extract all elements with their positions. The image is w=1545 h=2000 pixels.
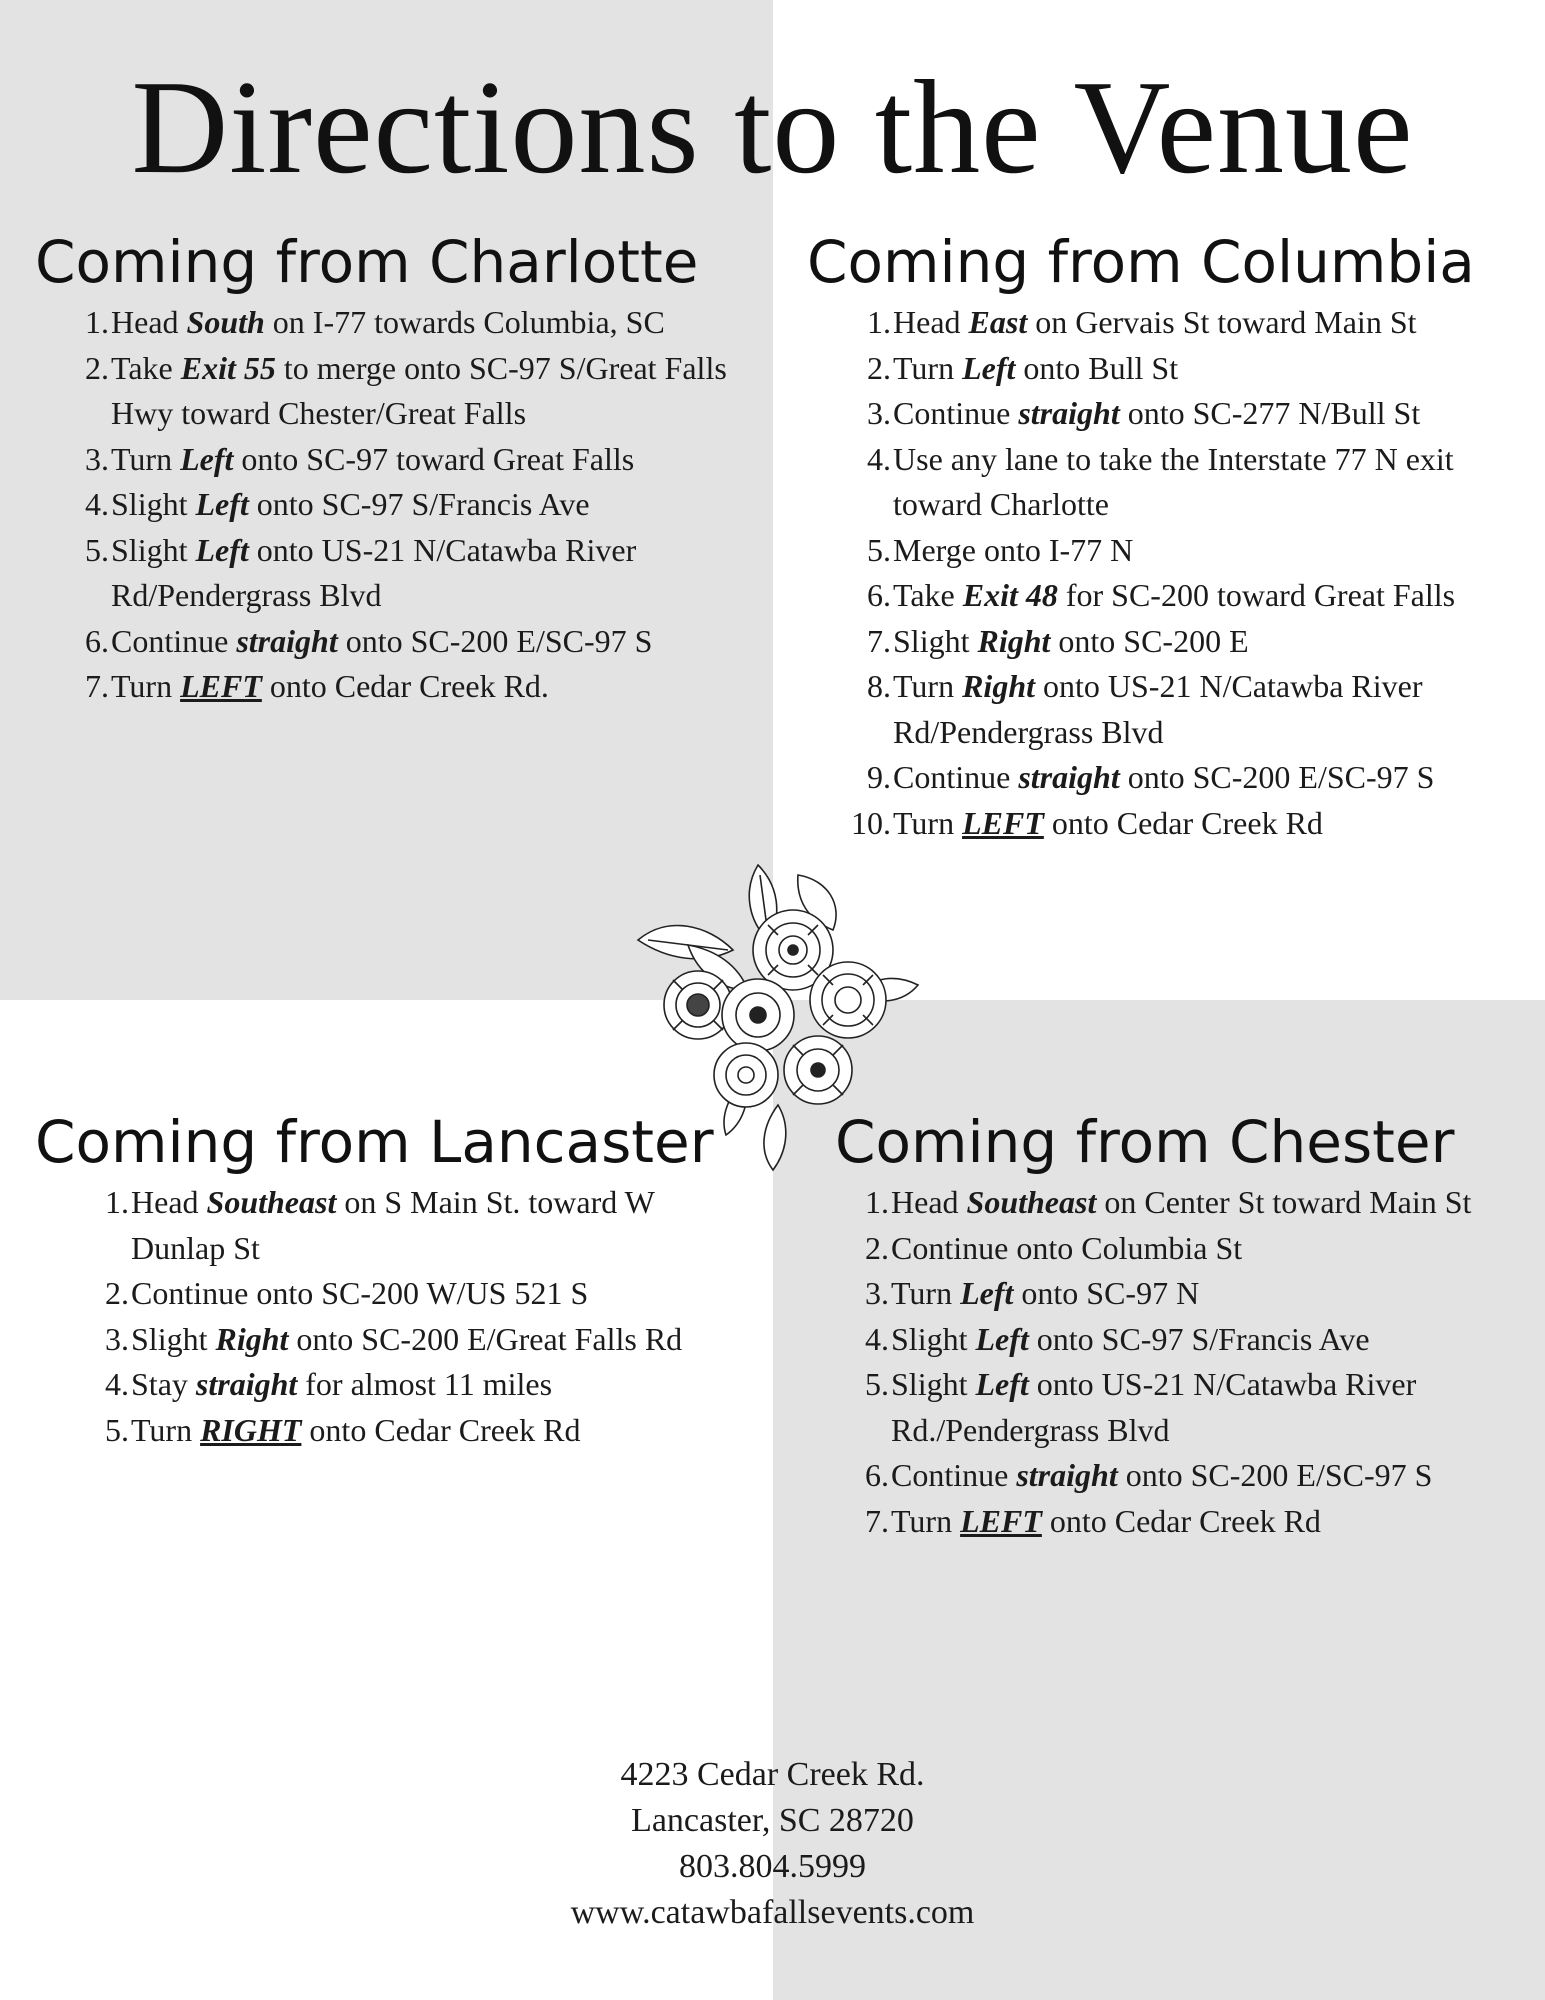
steps-charlotte xyxy=(35,300,755,710)
section-charlotte xyxy=(35,224,755,710)
step-text-tail: on Gervais St toward Main St xyxy=(1027,304,1417,340)
step-emphasis: East xyxy=(968,304,1028,340)
step-text xyxy=(893,391,1527,437)
step-number: 6. xyxy=(867,577,891,613)
step-text-lead: Turn xyxy=(111,668,181,704)
direction-step xyxy=(837,437,1527,528)
address-line-2: Lancaster, SC 28720 xyxy=(631,1802,914,1839)
step-text-lead: Slight xyxy=(891,1320,976,1357)
step-text xyxy=(893,801,1527,847)
step-text xyxy=(891,1317,1525,1363)
page-title: Directions to the Venue xyxy=(131,53,1414,201)
step-text-tail: onto SC-97 toward Great Falls xyxy=(233,440,635,477)
step-text-tail: onto SC-200 E/SC-97 S xyxy=(337,622,653,659)
section-chester xyxy=(835,1104,1525,1544)
step-number: 4. xyxy=(867,440,891,477)
step-emphasis: Left xyxy=(975,1320,1029,1357)
phone-number: 803.804.5999 xyxy=(679,1848,866,1885)
step-text-lead: Continue xyxy=(111,622,237,659)
step-text-tail: on Center St toward Main St xyxy=(1096,1184,1472,1220)
step-number: 7. xyxy=(865,1502,889,1539)
step-number: 2. xyxy=(85,349,109,386)
direction-step xyxy=(835,1271,1525,1317)
step-text xyxy=(893,300,1527,346)
step-text-lead: Head xyxy=(893,304,969,340)
step-text xyxy=(893,619,1527,665)
step-number: 2. xyxy=(867,349,891,386)
step-text xyxy=(891,1226,1525,1272)
direction-step xyxy=(55,300,755,346)
step-text xyxy=(131,1317,755,1363)
floral-bouquet-icon xyxy=(628,855,938,1175)
step-number: 7. xyxy=(867,622,891,659)
step-text-tail: onto US-21 N/Catawba River Rd/Pendergrass Blvd xyxy=(111,531,637,613)
step-text-lead: Continue onto SC-200 W/US 521 S xyxy=(131,1275,589,1311)
direction-step xyxy=(837,528,1527,574)
step-emphasis: straight xyxy=(1018,395,1120,431)
step-emphasis: Right xyxy=(977,622,1051,659)
step-text xyxy=(131,1408,755,1454)
step-text-lead: Continue xyxy=(891,1457,1017,1493)
step-emphasis: Left xyxy=(962,349,1016,386)
direction-step xyxy=(55,528,755,619)
step-text-tail: onto Cedar Creek Rd. xyxy=(261,668,549,704)
direction-step xyxy=(837,619,1527,665)
step-number: 4. xyxy=(865,1320,889,1357)
step-number: 1. xyxy=(867,304,891,340)
step-number: 1. xyxy=(865,1184,889,1220)
step-text xyxy=(111,664,755,710)
step-text xyxy=(111,482,755,528)
step-number: 2. xyxy=(105,1275,129,1311)
step-number: 3. xyxy=(867,395,891,431)
step-number: 3. xyxy=(865,1275,889,1311)
direction-step xyxy=(75,1362,755,1408)
direction-step xyxy=(835,1180,1525,1226)
step-number: 5. xyxy=(85,531,109,568)
direction-step xyxy=(835,1317,1525,1363)
step-emphasis: straight xyxy=(1016,1457,1118,1493)
step-text-lead: Turn xyxy=(891,1275,961,1311)
step-emphasis: Exit 48 xyxy=(962,577,1058,613)
direction-step xyxy=(837,300,1527,346)
step-text xyxy=(111,619,755,665)
step-number: 5. xyxy=(105,1411,129,1448)
step-text-tail: on S Main St. toward W Dunlap St xyxy=(131,1184,655,1266)
step-text-lead: Slight xyxy=(131,1320,216,1357)
direction-step xyxy=(835,1499,1525,1545)
direction-step xyxy=(835,1226,1525,1272)
step-text-tail: onto US-21 N/Catawba River Rd./Pendergrass Blvd xyxy=(891,1366,1417,1448)
direction-step xyxy=(55,482,755,528)
direction-step xyxy=(835,1453,1525,1499)
step-text xyxy=(111,437,755,483)
direction-step xyxy=(835,1362,1525,1453)
step-text-lead: Turn xyxy=(893,349,963,386)
direction-step xyxy=(837,755,1527,801)
website-link[interactable]: www.catawbafallsevents.com xyxy=(570,1894,975,1931)
heading-chester: Coming from Chester xyxy=(835,1108,1455,1176)
step-emphasis: straight xyxy=(195,1366,298,1402)
step-text-tail: onto SC-277 N/Bull St xyxy=(1119,395,1421,431)
direction-step xyxy=(837,573,1527,619)
step-text-tail: onto Cedar Creek Rd xyxy=(1041,1502,1321,1539)
step-text-lead: Slight xyxy=(893,622,978,659)
direction-step xyxy=(837,391,1527,437)
direction-step xyxy=(55,346,755,437)
step-text-lead: Stay xyxy=(131,1366,196,1402)
step-number: 7. xyxy=(85,668,109,704)
step-text-tail: onto SC-200 E/SC-97 S xyxy=(1117,1457,1433,1493)
step-emphasis: Southeast xyxy=(206,1184,337,1220)
step-emphasis: Right xyxy=(215,1320,289,1357)
step-text-lead: Slight xyxy=(111,531,196,568)
step-text-lead: Take xyxy=(111,349,181,386)
steps-lancaster xyxy=(35,1180,755,1453)
step-text-tail: to merge onto SC-97 S/Great Falls Hwy toward Chester/Great Falls xyxy=(111,349,727,431)
step-emphasis: straight xyxy=(1018,759,1120,795)
section-columbia xyxy=(807,224,1527,846)
step-text-tail: onto SC-200 E/Great Falls Rd xyxy=(288,1320,683,1357)
step-text-tail: onto Cedar Creek Rd xyxy=(301,1411,581,1448)
step-number: 4. xyxy=(105,1366,129,1402)
step-text-lead: Turn xyxy=(893,668,963,704)
step-text-tail: onto SC-200 E/SC-97 S xyxy=(1119,759,1435,795)
direction-step xyxy=(55,664,755,710)
step-number: 5. xyxy=(867,531,891,568)
step-text xyxy=(131,1362,755,1408)
step-emphasis: Left xyxy=(960,1275,1014,1311)
step-text-lead: Continue onto Columbia St xyxy=(891,1229,1243,1266)
step-emphasis: straight xyxy=(236,622,338,659)
direction-step xyxy=(75,1180,755,1271)
step-text xyxy=(891,1499,1525,1545)
step-text-tail: onto US-21 N/Catawba River Rd/Pendergrass Blvd xyxy=(893,668,1423,750)
step-number: 1. xyxy=(85,304,109,340)
step-text xyxy=(111,528,755,619)
step-text xyxy=(893,755,1527,801)
step-emphasis: Right xyxy=(962,668,1035,704)
step-text xyxy=(893,528,1527,574)
step-text-lead: Continue xyxy=(893,395,1019,431)
step-number: 3. xyxy=(105,1320,129,1357)
direction-step xyxy=(55,619,755,665)
step-text-lead: Merge onto I-77 N xyxy=(893,531,1134,568)
step-text-tail: onto SC-97 N xyxy=(1013,1275,1200,1311)
step-emphasis: LEFT xyxy=(960,1502,1042,1539)
step-emphasis: LEFT xyxy=(180,668,262,704)
step-text xyxy=(131,1180,755,1271)
direction-step xyxy=(837,664,1527,755)
step-text xyxy=(893,437,1527,528)
heading-charlotte: Coming from Charlotte xyxy=(35,228,699,296)
step-emphasis: Exit 55 xyxy=(180,349,276,386)
step-text-tail: onto SC-200 E xyxy=(1050,622,1249,659)
step-emphasis: Left xyxy=(195,486,249,522)
step-text xyxy=(893,573,1527,619)
step-text-lead: Turn xyxy=(131,1411,201,1448)
direction-step xyxy=(837,346,1527,392)
step-emphasis: Southeast xyxy=(966,1184,1097,1220)
steps-chester xyxy=(835,1180,1525,1544)
step-emphasis: Left xyxy=(975,1366,1029,1402)
step-text xyxy=(893,664,1527,755)
step-text xyxy=(891,1180,1525,1226)
step-text-tail: onto SC-97 S/Francis Ave xyxy=(248,486,590,522)
step-text xyxy=(111,346,755,437)
venue-contact xyxy=(0,1752,1545,1936)
step-text xyxy=(893,346,1527,392)
step-text-lead: Continue xyxy=(893,759,1019,795)
step-number: 4. xyxy=(85,486,109,522)
step-text-lead: Head xyxy=(131,1184,207,1220)
step-text xyxy=(891,1362,1525,1453)
step-emphasis: South xyxy=(186,304,265,340)
leaf-bottom-icon xyxy=(764,1105,786,1170)
leaf-left-icon xyxy=(638,926,733,959)
step-number: 9. xyxy=(867,759,891,795)
step-text xyxy=(891,1271,1525,1317)
step-number: 6. xyxy=(865,1457,889,1493)
step-text-tail: onto SC-97 S/Francis Ave xyxy=(1028,1320,1370,1357)
step-text xyxy=(111,300,755,346)
direction-step xyxy=(75,1271,755,1317)
step-emphasis: Left xyxy=(195,531,249,568)
step-text-tail: on I-77 towards Columbia, SC xyxy=(264,304,665,340)
step-text xyxy=(891,1453,1525,1499)
step-emphasis: RIGHT xyxy=(200,1411,302,1448)
step-text-lead: Slight xyxy=(111,486,196,522)
step-text-lead: Slight xyxy=(891,1366,976,1402)
direction-step xyxy=(75,1408,755,1454)
step-number: 3. xyxy=(85,440,109,477)
step-text-tail: onto Bull St xyxy=(1015,349,1179,386)
step-number: 10. xyxy=(851,804,891,841)
step-number: 8. xyxy=(867,668,891,704)
step-text-lead: Turn xyxy=(893,804,963,841)
step-number: 1. xyxy=(105,1184,129,1220)
step-text-lead: Turn xyxy=(891,1502,961,1539)
step-text-lead: Turn xyxy=(111,440,181,477)
step-emphasis: LEFT xyxy=(962,804,1044,841)
steps-columbia xyxy=(807,300,1527,846)
step-number: 6. xyxy=(85,622,109,659)
step-text-lead: Head xyxy=(111,304,187,340)
step-emphasis: Left xyxy=(180,440,234,477)
step-text-tail: onto Cedar Creek Rd xyxy=(1043,804,1323,841)
step-text-tail: for SC-200 toward Great Falls xyxy=(1057,577,1456,613)
address-line-1: 4223 Cedar Creek Rd. xyxy=(620,1756,925,1793)
step-text-lead: Use any lane to take the Interstate 77 N exit toward Charlotte xyxy=(893,440,1454,522)
heading-lancaster: Coming from Lancaster xyxy=(35,1108,714,1176)
step-text-lead: Head xyxy=(891,1184,967,1220)
step-number: 5. xyxy=(865,1366,889,1402)
heading-columbia: Coming from Columbia xyxy=(807,228,1475,296)
step-text-tail: for almost 11 miles xyxy=(297,1366,553,1402)
direction-step xyxy=(837,801,1527,847)
direction-step xyxy=(75,1317,755,1363)
step-text xyxy=(131,1271,755,1317)
direction-step xyxy=(55,437,755,483)
step-number: 2. xyxy=(865,1229,889,1266)
step-text-lead: Take xyxy=(893,577,963,613)
